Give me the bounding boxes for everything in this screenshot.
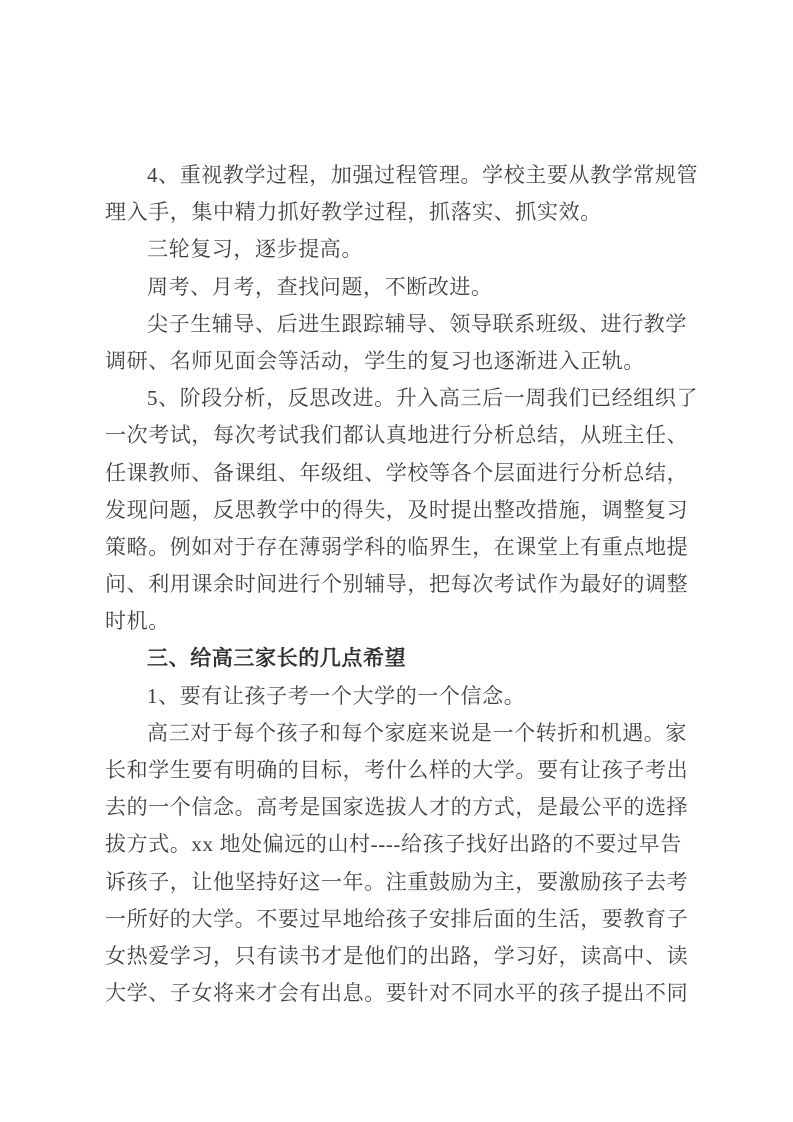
text-line: 理入手，集中精力抓好教学过程，抓落实、抓实效。 [105,200,602,225]
text-line: 去的一个信念。高考是国家选拔人才的方式，是最公平的选择 [105,795,689,820]
text-line: 诉孩子，让他坚持好这一年。注重鼓励为主，要激励孩子去考 [105,869,689,894]
text-line: 问、利用课余时间进行个别辅导，把每次考试作为最好的调整 [105,572,689,597]
text-line: 大学、子女将来才会有出息。要针对不同水平的孩子提出不同 [105,981,689,1006]
text-line: 时机。 [105,609,170,634]
section-heading: 三、给高三家长的几点希望 [147,646,407,671]
text-line: 任课教师、备课组、年级组、学校等各个层面进行分析总结， [105,460,689,485]
text-line: 周考、月考，查找问题，不断改进。 [147,274,493,299]
text-line: 发现问题，反思教学中的得失，及时提出整改措施，调整复习 [105,497,689,522]
text-line: 策略。例如对于存在薄弱学科的临界生，在课堂上有重点地提 [105,534,689,559]
text-line: 尖子生辅导、后进生跟踪辅导、领导联系班级、进行教学 [147,311,687,336]
text-line: 女热爱学习，只有读书才是他们的出路，学习好，读高中、读 [105,943,689,968]
text-line: 调研、名师见面会等活动，学生的复习也逐渐进入正轨。 [105,348,645,373]
text-line: 1、要有让孩子考一个大学的一个信念。 [147,683,526,708]
document-body [105,157,699,1012]
text-line: 三轮复习，逐步提高。 [147,237,363,262]
text-line: 高三对于每个孩子和每个家庭来说是一个转折和机遇。家 [147,720,687,745]
text-line: 4、重视教学过程，加强过程管理。学校主要从教学常规管 [147,163,699,187]
text-line: 拔方式。xx 地处偏远的山村----给孩子找好出路的不要过早告 [105,832,682,857]
text-line: 5、阶段分析，反思改进。升入高三后一周我们已经组织了 [147,386,699,411]
text-line: 一所好的大学。不要过早地给孩子安排后面的生活，要教育子 [105,906,689,931]
text-line: 一次考试，每次考试我们都认真地进行分析总结，从班主任、 [105,423,689,448]
text-line: 长和学生要有明确的目标，考什么样的大学。要有让孩子考出 [105,758,689,782]
